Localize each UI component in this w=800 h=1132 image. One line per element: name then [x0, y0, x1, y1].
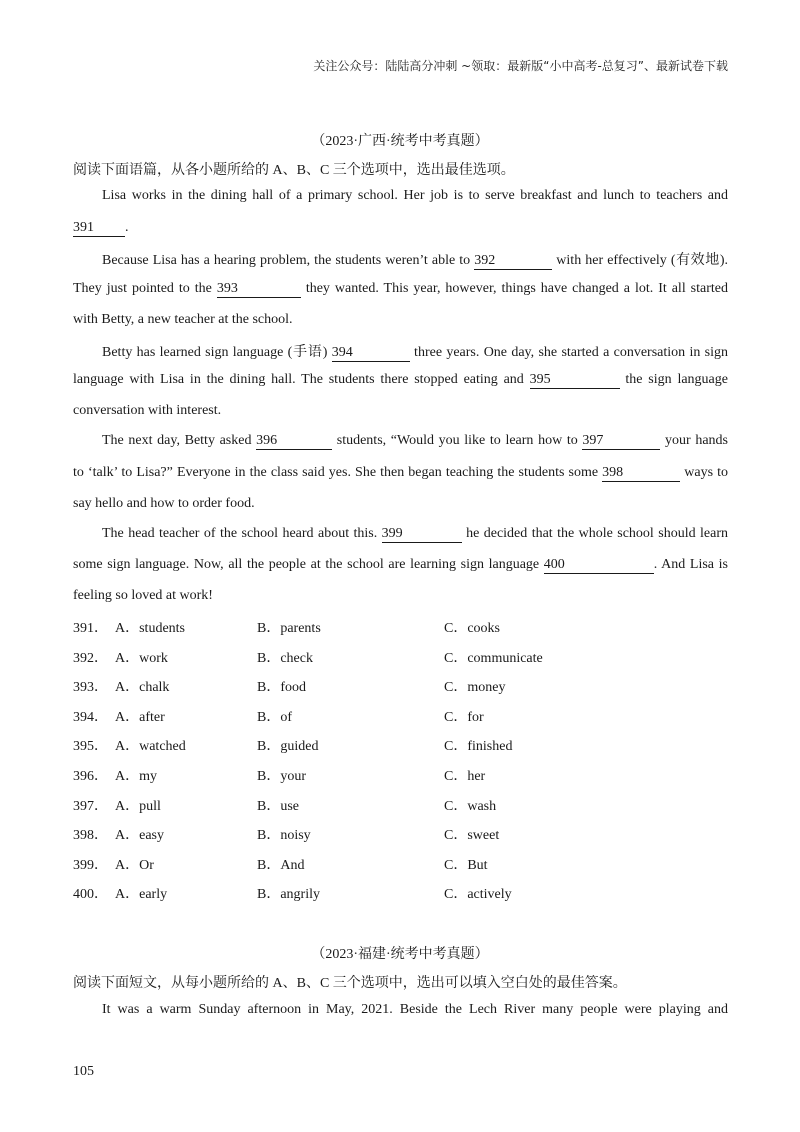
- option-b: B．use: [257, 799, 299, 814]
- question-number: 395．: [73, 739, 108, 754]
- option-c: C．communicate: [444, 651, 543, 666]
- passage-line: say hello and how to order food.: [73, 496, 255, 511]
- option-a: A．watched: [115, 739, 186, 754]
- page-number: 105: [73, 1064, 94, 1079]
- question-number: 396．: [73, 769, 108, 784]
- option-b: B．noisy: [257, 828, 311, 843]
- question-number: 400．: [73, 887, 108, 902]
- option-c: C．wash: [444, 799, 497, 814]
- option-b: B．parents: [257, 621, 321, 636]
- question-number: 393．: [73, 680, 108, 695]
- option-a: A．Or: [115, 858, 154, 873]
- option-a: A．after: [115, 710, 165, 725]
- option-c: C．her: [444, 769, 486, 784]
- passage-line: language with Lisa in the dining hall. The students there stopped eating and 395 the sign language: [73, 372, 728, 387]
- blank-400: 400: [544, 557, 654, 574]
- section-title-2: （2023·福建·统考中考真题）: [311, 947, 489, 962]
- passage-line: to ‘talk’ to Lisa?” Everyone in the class said yes. She then began teaching the students some 398 ways to: [73, 465, 728, 480]
- option-a: A．my: [115, 769, 157, 784]
- option-c: C．finished: [444, 739, 513, 754]
- option-c: C．sweet: [444, 828, 500, 843]
- passage-line: conversation with interest.: [73, 403, 222, 418]
- passage-line: They just pointed to the 393 they wanted. This year, however, things have changed a lot. It all started: [73, 281, 728, 296]
- passage-line: The head teacher of the school heard about this. 399 he decided that the whole school should learn: [102, 526, 728, 541]
- blank-392: 392: [474, 253, 552, 270]
- question-number: 399．: [73, 858, 108, 873]
- blank-396: 396: [256, 433, 332, 450]
- passage-line: 391 .: [73, 220, 129, 235]
- blank-393: 393: [217, 281, 301, 298]
- blank-397: 397: [582, 433, 660, 450]
- blank-398: 398: [602, 465, 680, 482]
- instruction-1: 阅读下面语篇，从各小题所给的 A、B、C 三个选项中，选出最佳选项。: [73, 163, 515, 178]
- option-a: A．pull: [115, 799, 161, 814]
- passage-line: Because Lisa has a hearing problem, the students weren’t able to 392 with her effectively (有效地).: [102, 253, 728, 268]
- passage-line: The next day, Betty asked 396 students, “Would you like to learn how to 397 your hands: [102, 433, 728, 448]
- option-a: A．students: [115, 621, 185, 636]
- page-header: 关注公众号：陆陆高分冲刺 ~领取：最新版“小中高考-总复习”、最新试卷下载: [313, 59, 728, 73]
- blank-399: 399: [382, 526, 462, 543]
- option-b: B．guided: [257, 739, 319, 754]
- question-number: 398．: [73, 828, 108, 843]
- passage-line: feeling so loved at work!: [73, 588, 213, 603]
- option-c: C．actively: [444, 887, 512, 902]
- passage-line: Betty has learned sign language (手语) 394 three years. One day, she started a conversation in sign: [102, 345, 728, 360]
- blank-395: 395: [530, 372, 620, 389]
- question-number: 391．: [73, 621, 108, 636]
- option-b: B．check: [257, 651, 313, 666]
- option-b: B．And: [257, 858, 305, 873]
- question-number: 392．: [73, 651, 108, 666]
- option-c: C．cooks: [444, 621, 500, 636]
- question-number: 397．: [73, 799, 108, 814]
- passage-line: It was a warm Sunday afternoon in May, 2021. Beside the Lech River many people were playing and: [102, 1002, 728, 1017]
- option-b: B．angrily: [257, 887, 320, 902]
- question-number: 394．: [73, 710, 108, 725]
- option-c: C．money: [444, 680, 506, 695]
- blank-394: 394: [332, 345, 410, 362]
- option-a: A．easy: [115, 828, 164, 843]
- option-b: B．of: [257, 710, 292, 725]
- option-b: B．food: [257, 680, 306, 695]
- passage-line: with Betty, a new teacher at the school.: [73, 312, 293, 327]
- option-b: B．your: [257, 769, 306, 784]
- option-a: A．chalk: [115, 680, 170, 695]
- option-a: A．early: [115, 887, 168, 902]
- blank-391: 391: [73, 220, 125, 237]
- option-c: C．for: [444, 710, 484, 725]
- option-c: C．But: [444, 858, 488, 873]
- option-a: A．work: [115, 651, 168, 666]
- passage-line: some sign language. Now, all the people at the school are learning sign language 400 . And Lisa is: [73, 557, 728, 572]
- passage-line: Lisa works in the dining hall of a primary school. Her job is to serve breakfast and lunch to teachers and: [102, 188, 728, 203]
- section-title-1: （2023·广西·统考中考真题）: [311, 134, 489, 149]
- instruction-2: 阅读下面短文，从每小题所给的 A、B、C 三个选项中，选出可以填入空白处的最佳答案。: [73, 976, 627, 991]
